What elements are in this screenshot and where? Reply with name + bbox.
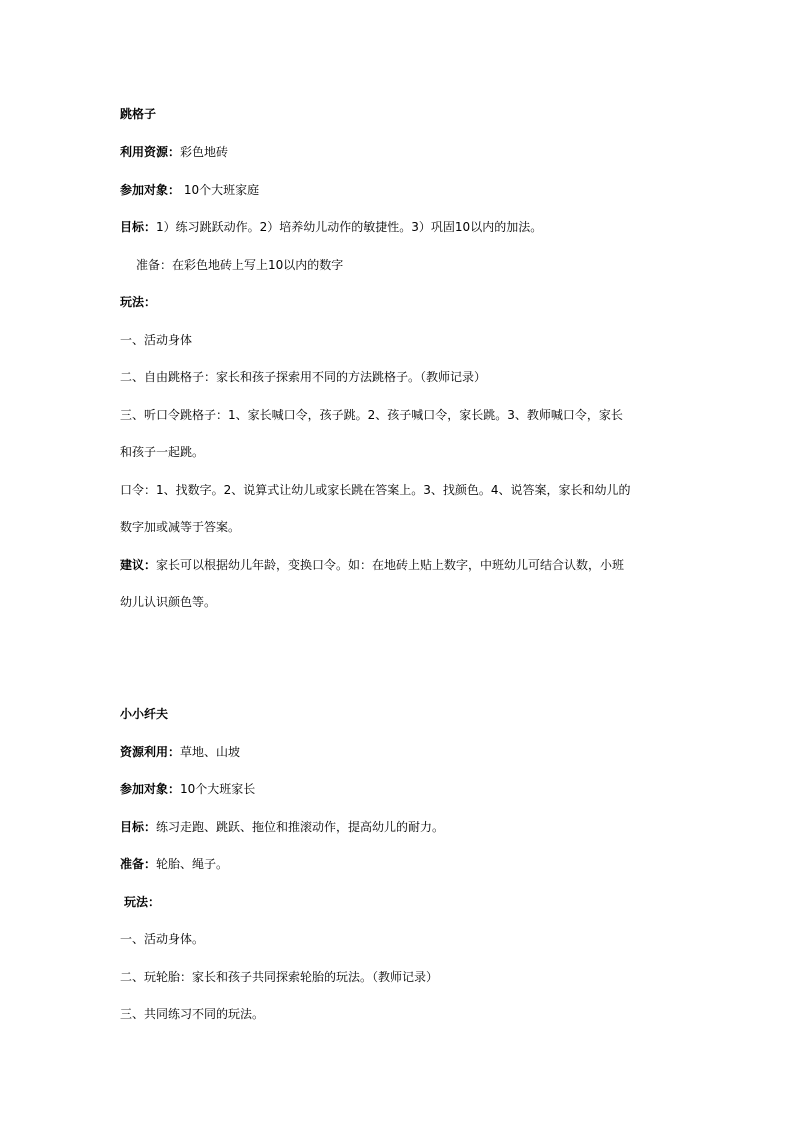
participants-value: 10个大班家庭: [180, 183, 260, 197]
step-3-line-1: 三、听口令跳格子：1、家长喊口令，孩子跳。2、孩子喊口令，家长跳。3、教师喊口令，家长: [120, 408, 623, 422]
participants-label: 参加对象：: [120, 782, 181, 796]
goal-line: [120, 219, 542, 235]
resource-value: 彩色地砖: [180, 145, 229, 159]
suggestion-label: 建议：: [120, 558, 157, 572]
prep-label: 准备：: [120, 857, 157, 871]
suggestion-line-1: [120, 557, 624, 573]
goal-label: 目标：: [120, 220, 157, 234]
play-label: 玩法：: [120, 295, 157, 309]
section-title: 小小纤夫: [120, 707, 169, 721]
participants-line: [120, 182, 259, 198]
suggestion-line-2: 幼儿认识颜色等。: [120, 595, 217, 609]
play-label: 玩法：: [124, 895, 161, 909]
prep-line: 准备：在彩色地砖上写上10以内的数字: [136, 258, 344, 272]
step-1: 一、活动身体: [120, 333, 193, 347]
step-1: 一、活动身体。: [120, 932, 205, 946]
goal-label: 目标：: [120, 820, 157, 834]
resource-value: 草地、山坡: [180, 745, 241, 759]
commands-line-1: 口令：1、找数字。2、说算式让幼儿或家长跳在答案上。3、找颜色。4、说答案，家长和幼儿的: [120, 483, 631, 497]
participants-value: 10个大班家长: [180, 782, 256, 796]
step-2: 二、玩轮胎：家长和孩子共同探索轮胎的玩法。（教师记录）: [120, 970, 439, 984]
goal-value: 1）练习跳跃动作。2）培养幼儿动作的敏捷性。3）巩固10以内的加法。: [156, 220, 543, 234]
step-3-line-2: 和孩子一起跳。: [120, 445, 205, 459]
participants-label: 参加对象：: [120, 183, 181, 197]
step-2: 二、自由跳格子：家长和孩子探索用不同的方法跳格子。（教师记录）: [120, 370, 487, 384]
section-title: 跳格子: [120, 107, 157, 121]
resource-label: 利用资源：: [120, 145, 181, 159]
goal-line: [120, 819, 444, 835]
prep-value: 轮胎、绳子。: [156, 857, 229, 871]
resource-line: [120, 744, 240, 760]
suggestion-value: 家长可以根据幼儿年龄，变换口令。如：在地砖上贴上数字，中班幼儿可结合认数，小班: [156, 558, 625, 572]
resource-label: 资源利用：: [120, 745, 181, 759]
resource-line: [120, 144, 228, 160]
prep-line: [120, 856, 228, 872]
participants-line: [120, 781, 255, 797]
step-3: 三、共同练习不同的玩法。: [120, 1007, 265, 1021]
goal-value: 练习走跑、跳跃、拖位和推滚动作，提高幼儿的耐力。: [156, 820, 445, 834]
commands-line-2: 数字加或减等于答案。: [120, 520, 241, 534]
